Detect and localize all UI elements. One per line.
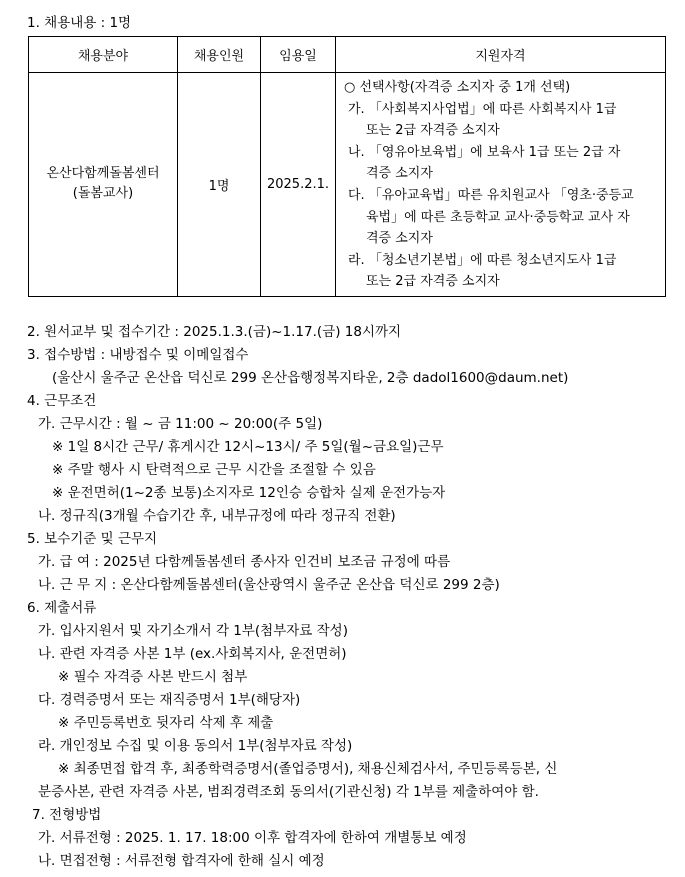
note-driver-license: ※ 운전면허(1~2종 보통)소지자로 12인승 승합차 실제 운전가능자 (52, 485, 446, 501)
doc-career-certificate: 다. 경력증명서 또는 재직증명서 1부(해당자) (38, 692, 301, 708)
note-weekend-events: ※ 주말 행사 시 탄력적으로 근무 시간을 조절할 수 있음 (52, 462, 376, 478)
document-screening: 가. 서류전형 : 2025. 1. 17. 18:00 이후 합격자에 한하여 개별통보 예정 (38, 830, 467, 846)
qualification-line: 격증 소지자 (366, 231, 433, 247)
section-heading-recruitment: 1. 채용내용 : 1명 (27, 15, 132, 31)
note-final-documents: ※ 최종면접 합격 후, 최종학력증명서(졸업증명서), 채용신체검사서, 주민등록등본, 신 (58, 761, 558, 777)
qualification-line: 나. 「영유아보육법」에 보육사 1급 또는 2급 자 (348, 144, 621, 160)
cell-qualifications (336, 73, 666, 297)
doc-privacy-consent: 라. 개인정보 수집 및 이용 동의서 1부(첨부자료 작성) (38, 738, 353, 754)
application-address: (울산시 울주군 온산읍 덕신로 299 온산읍행정복지타운, 2층 dadol1600@daum.net) (52, 370, 569, 386)
header-date: 임용일 (261, 37, 336, 73)
cell-field (29, 73, 178, 297)
header-count: 채용인원 (178, 37, 261, 73)
qualification-line: 격증 소지자 (366, 166, 433, 182)
cell-count: 1명 (178, 73, 261, 297)
interview-screening: 나. 면접전형 : 서류전형 합격자에 한해 실시 예정 (38, 853, 325, 869)
cell-date: 2025.2.1. (261, 73, 336, 297)
employment-type: 나. 정규직(3개월 수습기간 후, 내부규정에 따라 정규직 전환) (38, 508, 396, 524)
table-row (29, 73, 666, 297)
header-qualification: 지원자격 (336, 37, 666, 73)
section-working-conditions: 4. 근무조건 (27, 393, 97, 409)
section-salary-location: 5. 보수기준 및 근무지 (27, 531, 158, 547)
field-role: (돌봄교사) (72, 186, 134, 202)
qualification-line: 가. 「사회복지사업법」에 따른 사회복지사 1급 (348, 101, 617, 117)
section-application-method: 3. 접수방법 : 내방접수 및 이메일접수 (27, 347, 249, 363)
work-location: 나. 근 무 지 : 온산다함께돌봄센터(울산광역시 울주군 온산읍 덕신로 299 2층) (38, 577, 500, 593)
field-name: 온산다함께돌봄센터 (46, 166, 160, 182)
note-daily-hours: ※ 1일 8시간 근무/ 휴게시간 12시~13시/ 주 5일(월~금요일)근무 (52, 439, 444, 455)
qualification-line: 또는 2급 자격증 소지자 (366, 123, 500, 139)
qualification-line: 라. 「청소년기본법」에 따른 청소년지도사 1급 (348, 252, 617, 268)
section-selection-method: 7. 전형방법 (32, 807, 102, 823)
header-field: 채용분야 (29, 37, 178, 73)
section-documents: 6. 제출서류 (27, 600, 97, 616)
salary: 가. 급 여 : 2025년 다함께돌봄센터 종사자 인건비 보조금 규정에 따름 (38, 554, 451, 570)
section-application-period: 2. 원서교부 및 접수기간 : 2025.1.3.(금)~1.17.(금) 18시까지 (27, 324, 402, 340)
doc-certificate-copy: 나. 관련 자격증 사본 1부 (ex.사회복지사, 운전면허) (38, 646, 347, 662)
working-hours: 가. 근무시간 : 월 ~ 금 11:00 ~ 20:00(주 5일) (38, 416, 323, 432)
recruitment-table (28, 36, 666, 297)
note-final-documents-cont: 분증사본, 관련 자격증 사본, 범죄경력조회 동의서(기관신청) 각 1부를 제출하여야 함. (38, 784, 539, 800)
qualification-line: 또는 2급 자격증 소지자 (366, 274, 500, 290)
qualification-line: 육법」에 따른 초등학교 교사·중등학교 교사 자 (366, 209, 630, 225)
qualification-line: ○ 선택사항(자격증 소지자 중 1개 선택) (344, 80, 571, 95)
note-remove-id-number: ※ 주민등록번호 뒷자리 삭제 후 제출 (58, 715, 274, 731)
doc-application-form: 가. 입사지원서 및 자기소개서 각 1부(첨부자료 작성) (38, 623, 348, 639)
note-certificate-required: ※ 필수 자격증 사본 반드시 첨부 (58, 669, 248, 685)
qualification-line: 다. 「유아교육법」따른 유치원교사 「영초·중등교 (348, 187, 634, 203)
table-header-row (29, 37, 666, 73)
